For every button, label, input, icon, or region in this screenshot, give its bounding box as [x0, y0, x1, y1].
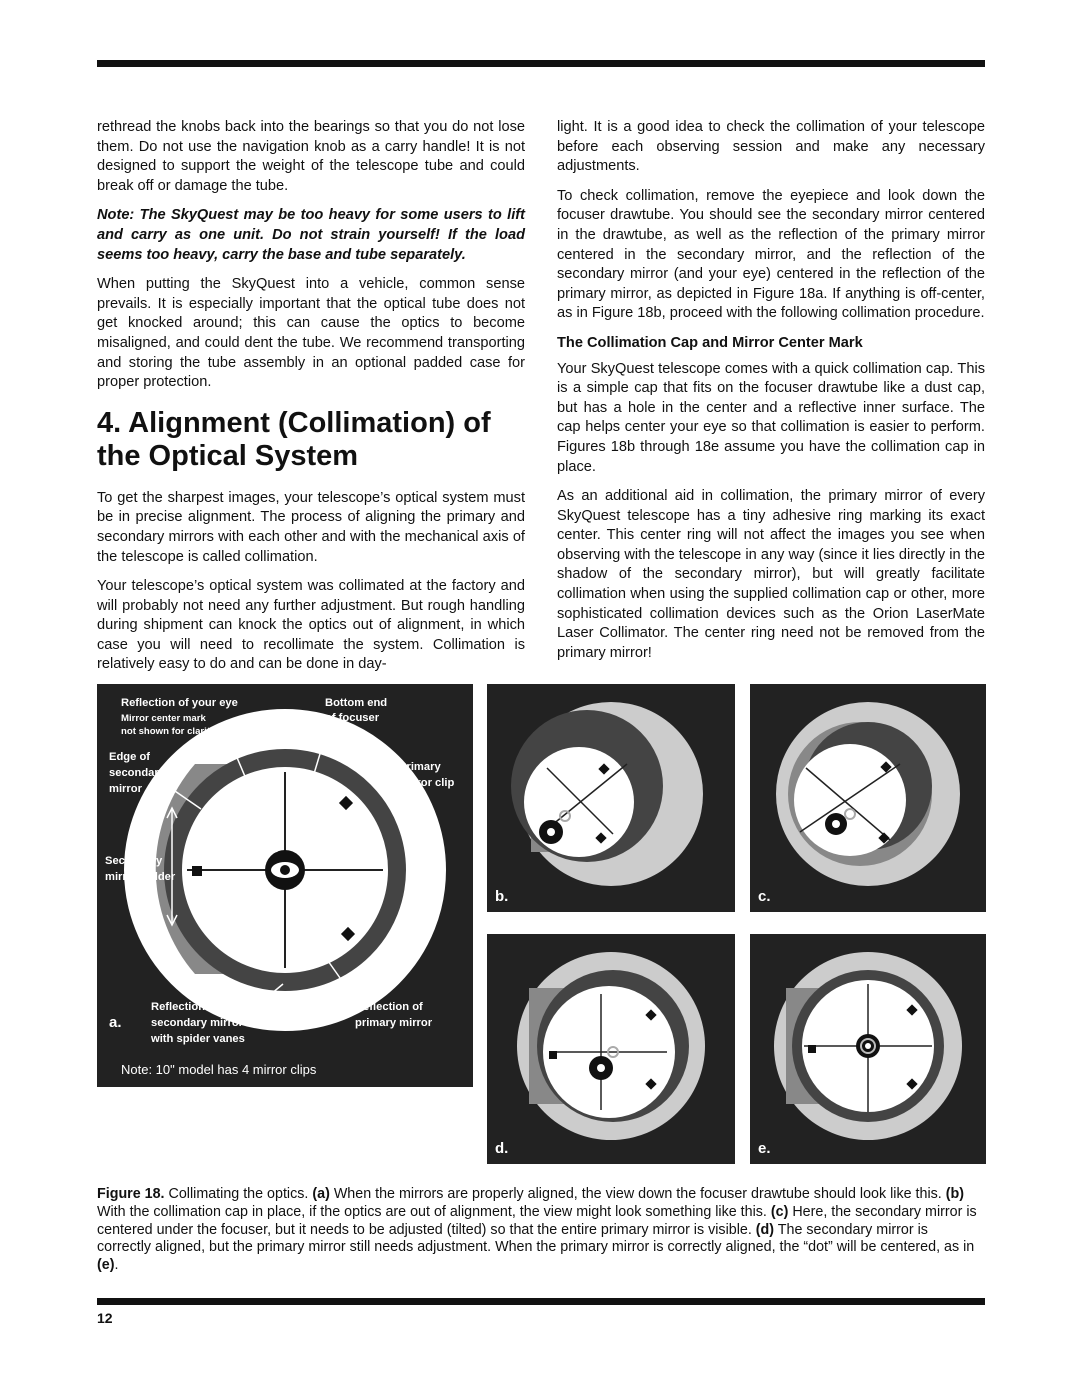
left-column [97, 118, 525, 685]
label-refl-holder: secondary mirror holder [151, 1017, 281, 1029]
caption-text: The secondary mirror is correctly aligned, but the primary mirror still needs adjustment. When the primary mirror is correctly aligned, the “dot” will be centered, as in [97, 1221, 975, 1256]
paragraph: Your SkyQuest telescope comes with a quick collimation cap. This is a simple cap that fits on the focuser drawtube like a dust cap, but has a hole in the center and a reflective inner surface. The cap helps center your eye so that collimation is easier to perform. Figures 18b through 18e assume you have the collimation cap in place. [557, 360, 985, 475]
misaligned-view-diagram [487, 684, 735, 912]
paragraph: To check collimation, remove the eyepiece and look down the focuser drawtube. You should see the secondary mirror centered in the drawtube, as well as the reflection of the primary mirror centered in the secondary mirror, and the reflection of the secondary mirror (and your eye) centered in the reflection of the primary mirror, as depicted in Figure 18a. If anything is off-center, as in Figure 18b, proceed with the following collimation procedure. [557, 187, 985, 322]
paragraph: As an additional aid in collimation, the primary mirror of every SkyQuest telescope has a tiny adhesive ring marking its exact center. This center ring will not affect the images you see when observing with the telescope in any way (since it lies directly in the shadow of the secondary mirror), but will greatly facilitate collimation when using the supplied collimation cap or other, more sophisticated collimation devices such as the Orion LaserMate Laser Collimator. The center ring need not be removed from the primary mirror! [557, 488, 985, 661]
caption-key: (a) [312, 1186, 330, 1202]
label-bottom-end: Bottom end [325, 697, 388, 709]
fully-aligned-diagram [750, 934, 986, 1164]
label-secondary-holder: Secondary [105, 855, 163, 867]
label-primary-clip: Primary [399, 761, 441, 773]
subheading: The Collimation Cap and Mirror Center Mark [557, 334, 863, 351]
figure-panel-d [487, 934, 735, 1164]
figure-caption [97, 1186, 985, 1275]
figure-label: Figure 18. [97, 1186, 165, 1202]
paragraph: When putting the SkyQuest into a vehicle, common sense prevails. It is especially important that the optical tube does not get knocked around; this can cause the optics to become misaligned, and could dent the tube. We recommend transporting and storing the tube assembly in an optional padded case for proper protection. [97, 276, 525, 391]
label-edge-secondary: secondary [109, 767, 165, 779]
caption-key: (d) [755, 1221, 775, 1238]
figure-panel-a [97, 684, 473, 1087]
caption-text: . [114, 1257, 119, 1274]
panel-letter: d. [495, 1140, 509, 1157]
page-number: 12 [97, 1310, 113, 1326]
caption-text: Here, the secondary mirror is centered under the focuser, but it needs to be adjusted (tilted) so that the entire primary mirror is visible. [97, 1203, 977, 1238]
figure-panel-e [750, 934, 986, 1164]
weight-note: Note: The SkyQuest may be too heavy for some users to lift and carry as one unit. Do not strain yourself! If the load seems too heavy, carry the base and tube separately. [97, 207, 525, 263]
panel-letter: b. [495, 888, 509, 905]
label-refl-holder: Reflection of [151, 1001, 219, 1013]
panel-letter: a. [109, 1014, 122, 1031]
paragraph: Your telescope’s optical system was collimated at the factory and will probably not need any further adjustment. But rough handling during shipment can knock the optics out of alignment, in which case you will need to recollimate the system. Collimation is relatively easy to do and can be done in day- [97, 578, 525, 673]
tilted-secondary-diagram [750, 684, 986, 912]
paragraph: light. It is a good idea to check the collimation of your telescope before each observing session and make any necessary adjustments. [557, 119, 985, 175]
label-center-mark: not shown for clarity [121, 726, 216, 737]
bottom-rule [97, 1298, 985, 1305]
label-primary-clip: mirror clip [399, 777, 455, 789]
paragraph: rethread the knobs back into the bearings so that you do not lose them. Do not use the navigation knob as a carry handle! It is not designed to support the weight of the telescope tube and could break off or damage the tube. [97, 119, 525, 194]
primary-misaligned-diagram [487, 934, 735, 1164]
label-refl-holder: with spider vanes [151, 1033, 245, 1045]
right-column [557, 118, 985, 673]
label-edge-secondary: mirror [109, 783, 142, 795]
caption-key: (b) [945, 1186, 964, 1202]
label-bottom-end: of focuser [325, 712, 380, 724]
caption-text: Collimating the optics. [164, 1186, 313, 1202]
label-secondary-holder: mirror holder [105, 871, 176, 883]
caption-key: (c) [770, 1203, 789, 1220]
label-center-mark: Mirror center mark [121, 713, 206, 724]
mirror-clips-note: Note: 10" model has 4 mirror clips [121, 1062, 317, 1077]
caption-text: When the mirrors are properly aligned, the view down the focuser drawtube should look like this. [329, 1186, 946, 1202]
figure-panel-b [487, 684, 735, 912]
caption-text: With the collimation cap in place, if the optics are out of alignment, the view might look something like this. [97, 1203, 771, 1220]
label-reflection-eye: Reflection of your eye [121, 697, 238, 709]
panel-letter: c. [758, 888, 771, 905]
label-edge-secondary: Edge of [109, 751, 151, 763]
section-heading: 4. Alignment (Collimation) of the Optical System [97, 406, 491, 472]
paragraph: To get the sharpest images, your telescope’s optical system must be in precise alignment. The process of aligning the primary and secondary mirrors with each other and with the mechanical axis of the telescope is called collimation. [97, 489, 525, 565]
label-refl-primary: Reflection of [355, 1001, 423, 1013]
figure-panel-c [750, 684, 986, 912]
mirror-clip [192, 866, 202, 876]
top-rule [97, 60, 985, 67]
panel-letter: e. [758, 1140, 771, 1157]
caption-key: (e) [97, 1257, 115, 1274]
label-refl-primary: primary mirror [355, 1017, 433, 1029]
